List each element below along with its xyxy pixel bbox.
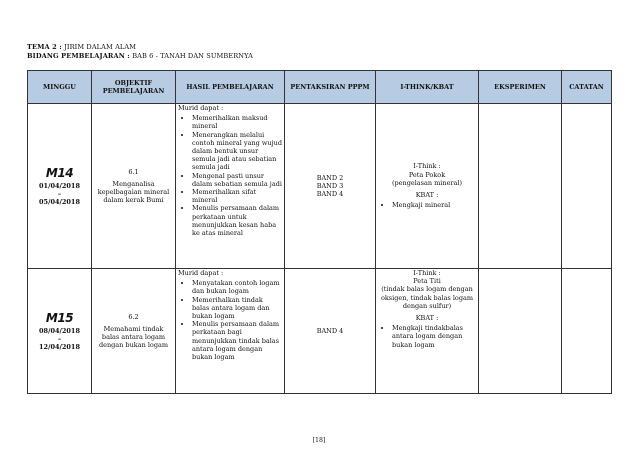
objective-number: 6.2 <box>128 312 139 321</box>
date-start: 01/04/2018 <box>39 181 80 190</box>
experiment-cell <box>479 104 562 269</box>
assessment-cell <box>285 104 376 269</box>
tema-heading <box>27 43 136 51</box>
outcome-list <box>178 279 282 361</box>
ithink-cell <box>376 104 479 269</box>
kbat-label: KBAT : <box>415 191 439 200</box>
date-end: 05/04/2018 <box>39 198 80 207</box>
list-item: • Mengenal pasti unsur dalam sebatian semula jadi <box>192 172 282 188</box>
ithink-map: Peta Titi <box>413 277 441 286</box>
outcome-intro: Murid dapat : <box>178 269 224 277</box>
notes-cell <box>562 269 612 394</box>
col-header-eksperimen: EKSPERIMEN <box>479 71 562 104</box>
objective-cell <box>92 104 176 269</box>
list-item: • Memerihalkan maksud mineral <box>192 114 282 130</box>
week-number: M15 <box>45 310 74 325</box>
list-item: • Menyatakan contoh logam dan bukan logam <box>192 279 282 295</box>
col-header-hasil: HASIL PEMBELAJARAN <box>176 71 285 104</box>
table-row <box>28 269 612 394</box>
date-start: 08/04/2018 <box>39 326 80 335</box>
band-label: BAND 4 <box>316 190 344 199</box>
band-label: BAND 2 <box>316 173 344 182</box>
ithink-cell <box>376 269 479 394</box>
kbat-list <box>378 324 476 349</box>
ithink-detail: (tindak balas logam dengan oksigen, tindak balas logam dengan sulfur) <box>380 285 474 310</box>
experiment-cell <box>479 269 562 394</box>
lesson-plan-table <box>27 70 612 394</box>
ithink-map: Peta Pokok <box>408 170 446 179</box>
objective-text: Memahami tindak balas antara logam dengan bukan logam <box>98 324 169 350</box>
ithink-label: I-Think : <box>413 162 441 171</box>
list-item: • Menulis persamaan dalam perkataan untuk menunjukkan kesan haba ke atas mineral <box>192 204 282 237</box>
outcome-intro: Murid dapat : <box>178 104 224 112</box>
learning-outcome-cell <box>176 104 285 269</box>
list-item: • Mengkaji mineral <box>392 201 476 209</box>
list-item: • Menerangkan melalui contoh mineral yang wujud dalam bentuk unsur semula jadi atau sebatian semula jadi <box>192 131 282 172</box>
table-row <box>28 104 612 269</box>
band-label: BAND 4 <box>316 326 344 335</box>
table-header-row <box>28 71 612 104</box>
kbat-label: KBAT : <box>415 314 439 323</box>
week-number: M14 <box>45 165 74 180</box>
list-item: • Menulis persamaan dalam perkataan bagi menunjukkan tindak balas antara logam dengan bukan logam <box>192 320 282 361</box>
col-header-ithink: I-THINK/KBAT <box>376 71 479 104</box>
week-cell <box>28 269 92 394</box>
col-header-catatan: CATATAN <box>562 71 612 104</box>
list-item: • Memerihalkan sifat mineral <box>192 188 282 204</box>
kbat-list <box>378 201 476 209</box>
assessment-cell <box>285 269 376 394</box>
col-header-objektif: OBJEKTIF PEMBELAJARAN <box>92 71 176 104</box>
bidang-label: BIDANG PEMBELAJARAN : <box>27 52 130 60</box>
notes-cell <box>562 104 612 269</box>
bidang-value: BAB 6 - TANAH DAN SUMBERNYA <box>132 52 253 60</box>
tema-label: TEMA 2 : <box>27 43 62 51</box>
col-header-minggu: MINGGU <box>28 71 92 104</box>
objective-cell <box>92 269 176 394</box>
date-separator: – <box>57 189 62 198</box>
band-label: BAND 3 <box>316 181 344 190</box>
objective-text: Menganalisa kepelbagaian mineral dalam kerak Bumi <box>97 179 170 205</box>
date-end: 12/04/2018 <box>39 343 80 352</box>
objective-number: 6.1 <box>128 167 139 176</box>
outcome-list <box>178 114 282 237</box>
learning-outcome-cell <box>176 269 285 394</box>
week-cell <box>28 104 92 269</box>
tema-value: JIRIM DALAM ALAM <box>64 43 137 51</box>
list-item: • Memerihalkan tindak balas antara logam dan bukan logam <box>192 296 282 321</box>
ithink-label: I-Think : <box>413 269 441 277</box>
ithink-detail: (pengelasan mineral) <box>391 178 463 187</box>
col-header-pentaksiran: PENTAKSIRAN PPPM <box>285 71 376 104</box>
date-separator: – <box>57 334 62 343</box>
bidang-heading <box>27 52 253 60</box>
page-number: [18] <box>312 437 326 444</box>
list-item: • Mengkaji tindakbalas antara logam dengan bukan logam <box>392 324 476 349</box>
